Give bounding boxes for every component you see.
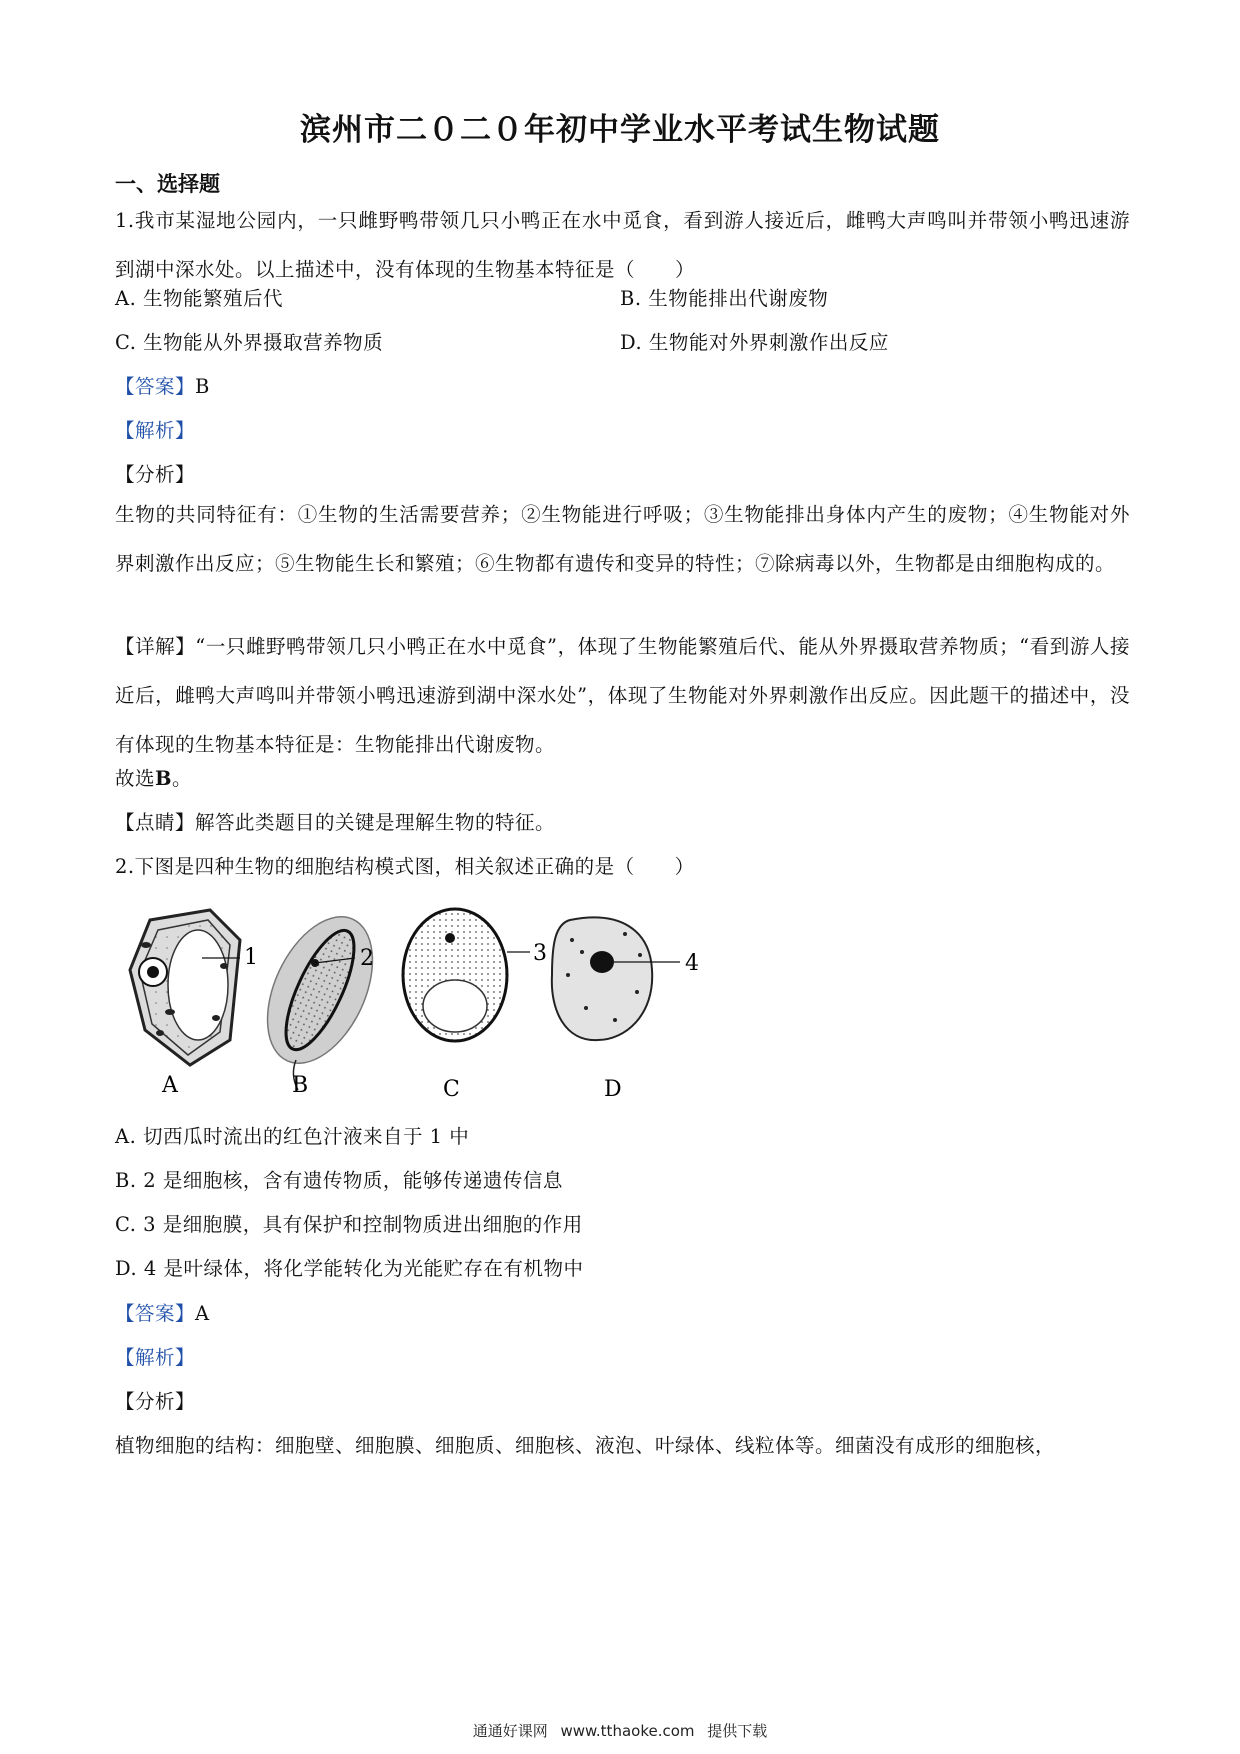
q2-answer — [115, 1298, 210, 1326]
pointer-label-4: 4 — [685, 951, 699, 976]
choose-letter: B — [155, 767, 172, 790]
q2-fenxi-tag: 【分析】 — [115, 1390, 196, 1413]
footer-url[interactable]: www.tthaoke.com — [560, 1722, 695, 1740]
cell-label-c: C — [443, 1077, 460, 1100]
q1-option-a: A. 生物能繁殖后代 — [115, 287, 283, 310]
answer-value: A — [195, 1302, 210, 1325]
q1-analysis-tag: 【解析】 — [115, 419, 196, 442]
choose-suffix: 。 — [172, 767, 193, 790]
q1-tip: 【点睛】解答此类题目的关键是理解生物的特征。 — [115, 811, 556, 834]
cell-label-a: A — [162, 1073, 178, 1098]
q1-option-b: B. 生物能排出代谢废物 — [620, 287, 829, 310]
q1-answer — [115, 371, 210, 399]
bacterium-cell-b — [246, 900, 393, 1090]
q1-choose — [115, 763, 192, 791]
q2-option-a: A. 切西瓜时流出的红色汁液来自于 1 中 — [115, 1125, 470, 1148]
q1-option-d: D. 生物能对外界刺激作出反应 — [620, 331, 889, 354]
answer-value: B — [195, 375, 210, 398]
q1-fenxi-tag: 【分析】 — [115, 463, 196, 486]
cell-label-d: D — [604, 1077, 622, 1100]
q2-option-d: D. 4 是叶绿体，将化学能转化为光能贮存在有机物中 — [115, 1257, 584, 1280]
yeast-cell-c — [403, 909, 530, 1041]
q2-stem: 2.下图是四种生物的细胞结构模式图，相关叙述正确的是（ ） — [115, 855, 695, 878]
footer-note: 提供下载 — [707, 1722, 768, 1740]
q2-fenxi-text: 植物细胞的结构：细胞壁、细胞膜、细胞质、细胞核、液泡、叶绿体、线粒体等。细菌没有成形的细胞核， — [115, 1434, 1056, 1457]
cell-diagram-figure — [120, 900, 820, 1100]
pointer-label-3: 3 — [533, 941, 547, 966]
footer-site-name: 通通好课网 — [472, 1722, 548, 1740]
answer-tag: 【答案】 — [115, 375, 196, 398]
page-title: 滨州市二０二０年初中学业水平考试生物试题 — [300, 112, 940, 148]
q2-analysis-tag: 【解析】 — [115, 1346, 196, 1369]
answer-tag: 【答案】 — [115, 1302, 196, 1325]
q1-fenxi-text: 生物的共同特征有：①生物的生活需要营养；②生物能进行呼吸；③生物能排出身体内产生的废物；④生物能对外界刺激作出反应；⑤生物能生长和繁殖；⑥生物都有遗传和变异的特性；⑦除病毒以外，生物都是由细胞构成的。 — [115, 503, 1130, 575]
section-heading: 一、选择题 — [115, 172, 220, 196]
q1-option-c: C. 生物能从外界摄取营养物质 — [115, 331, 384, 354]
pointer-label-2: 2 — [360, 946, 374, 971]
page-footer — [0, 1720, 1240, 1741]
plant-cell-a — [130, 910, 240, 1065]
animal-cell-d — [552, 917, 680, 1040]
cell-label-b: B — [292, 1073, 309, 1098]
q1-stem: 1.我市某湿地公园内，一只雌野鸭带领几只小鸭正在水中觅食，看到游人接近后，雌鸭大声鸣叫并带领小鸭迅速游到湖中深水处。以上描述中，没有体现的生物基本特征是（ ） — [115, 209, 1130, 281]
q1-detail: 【详解】“一只雌野鸭带领几只小鸭正在水中觅食”，体现了生物能繁殖后代、能从外界摄取营养物质；“看到游人接近后，雌鸭大声鸣叫并带领小鸭迅速游到湖中深水处”，体现了生物能对外界刺激作出反应。因此题干的描述中，没有体现的生物基本特征是：生物能排出代谢废物。 — [115, 635, 1130, 756]
q2-option-b: B. 2 是细胞核，含有遗传物质，能够传递遗传信息 — [115, 1169, 563, 1192]
pointer-label-1: 1 — [244, 945, 258, 970]
choose-prefix: 故选 — [115, 767, 156, 790]
q2-option-c: C. 3 是细胞膜，具有保护和控制物质进出细胞的作用 — [115, 1213, 583, 1236]
